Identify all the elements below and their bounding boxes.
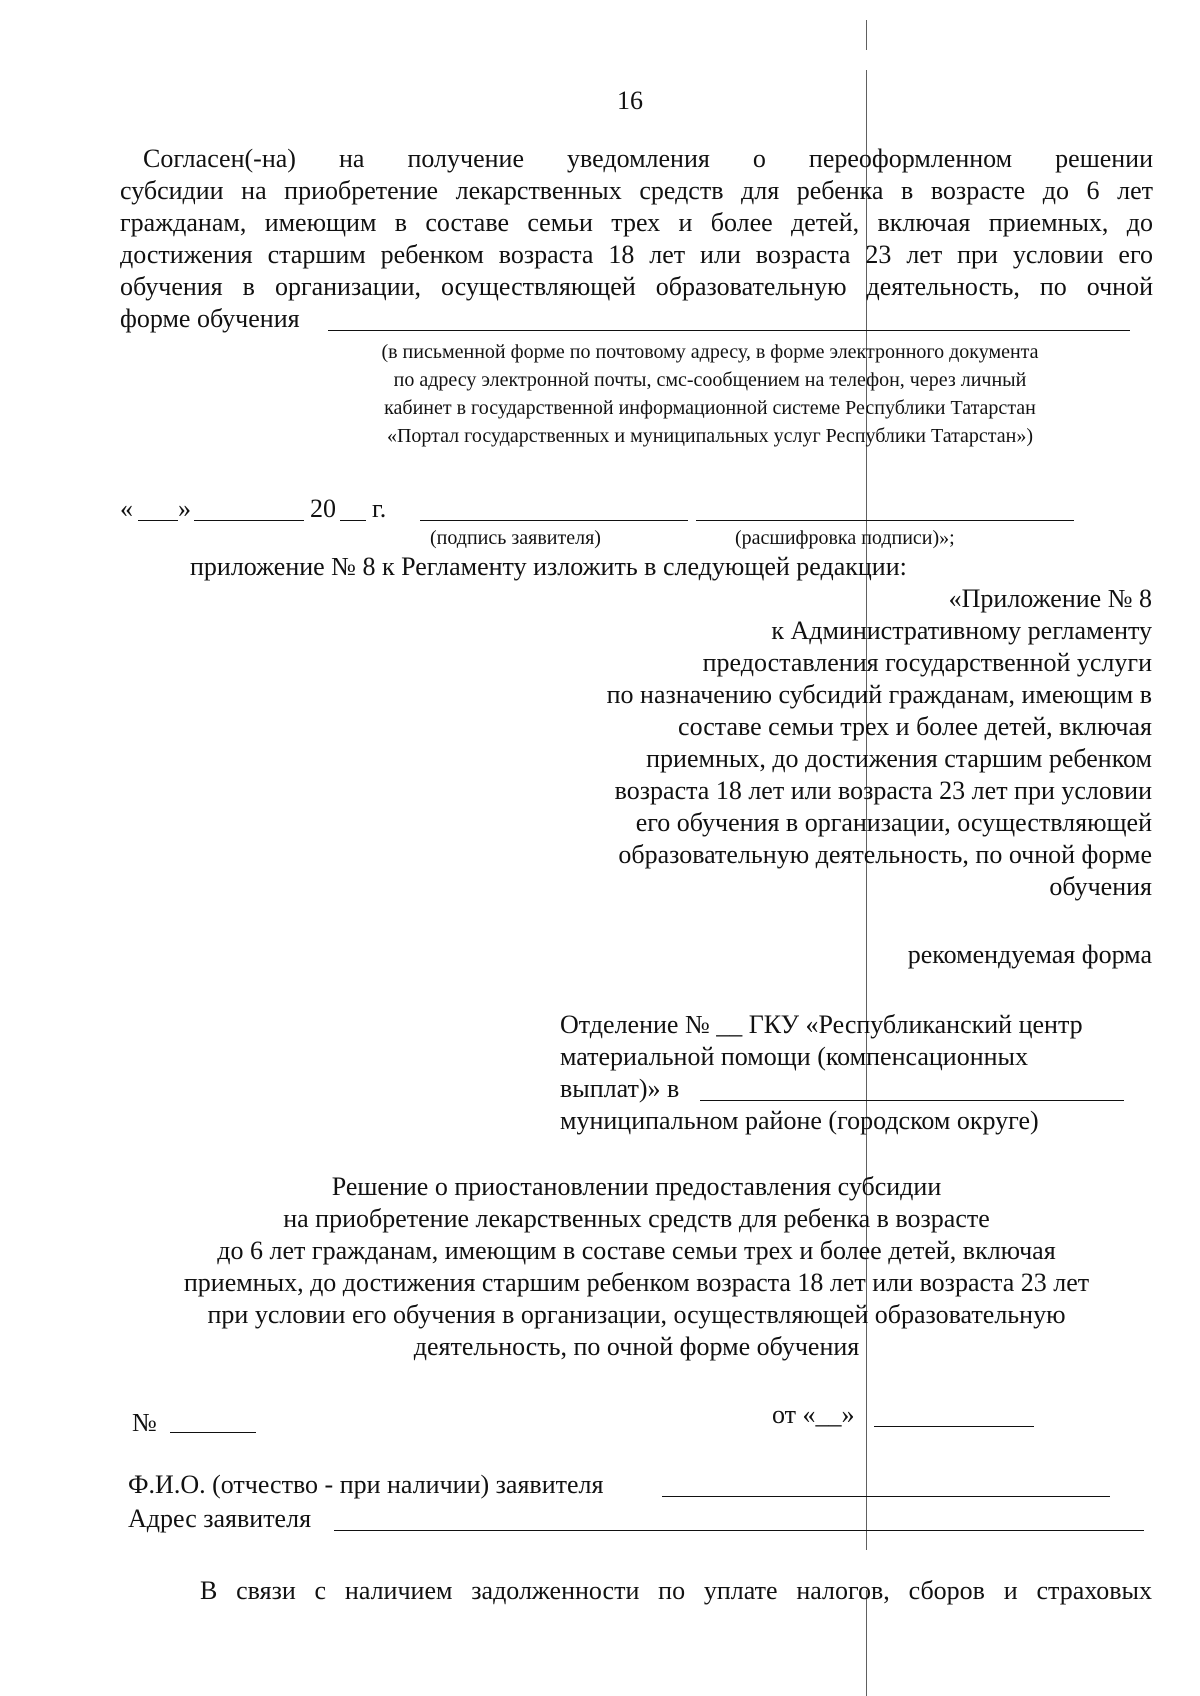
decision-date-label: от «__» (772, 1400, 855, 1429)
decision-date-blank[interactable] (874, 1426, 1034, 1427)
decision-title-line: до 6 лет гражданам, имеющим в составе семьи трех и более детей, включая (217, 1236, 1056, 1265)
consent-line: достижения старшим ребенком возраста 18 лет или возраста 23 лет при условии его (120, 240, 1153, 269)
signature-decode-hint: (расшифровка подписи)»; (735, 527, 955, 549)
decision-title-line: на приобретение лекарственных средств для ребенка в возрасте (283, 1204, 990, 1233)
appendix-header-line: к Административному регламенту (771, 616, 1152, 645)
consent-line: гражданам, имеющим в составе семьи трех и более детей, включая приемных, до (120, 208, 1153, 237)
consent-hint: по адресу электронной почты, смс-сообщением на телефон, через личный (393, 369, 1027, 391)
signature-decode-blank[interactable] (696, 520, 1074, 521)
consent-line: субсидии на приобретение лекарственных средств для ребенка в возрасте до 6 лет (120, 176, 1153, 205)
municipality-blank[interactable] (700, 1100, 1124, 1101)
appendix-header-line: возраста 18 лет или возраста 23 лет при условии (614, 776, 1152, 805)
appendix-header-line: обучения (1049, 872, 1152, 901)
appendix-header-line: его обучения в организации, осуществляющей (635, 808, 1152, 837)
applicant-address-blank[interactable] (334, 1530, 1144, 1531)
decision-title-line: деятельность, по очной форме обучения (413, 1332, 860, 1361)
decision-body-paragraph: В связи с наличием задолженности по уплате налогов, сборов и страховых (200, 1576, 1152, 1605)
applicant-name-blank[interactable] (662, 1496, 1110, 1497)
decision-number-label: № (132, 1408, 157, 1437)
decision-title-line: при условии его обучения в организации, осуществляющей образовательную (207, 1300, 1066, 1329)
date-close-quote: » (178, 494, 191, 523)
appendix-header-line: по назначению субсидий гражданам, имеющим в (606, 680, 1152, 709)
consent-hint: (в письменной форме по почтовому адресу, в форме электронного документа (381, 341, 1039, 363)
addressee-line: материальной помощи (компенсационных (560, 1042, 1029, 1071)
consent-method-blank[interactable] (328, 330, 1130, 331)
consent-hint: «Портал государственных и муниципальных услуг Республики Татарстан») (386, 425, 1034, 447)
date-open-quote: « (120, 494, 133, 523)
addressee-line: Отделение № __ ГКУ «Республиканский центр (560, 1010, 1083, 1039)
consent-hint: кабинет в государственной информационной системе Республики Татарстан (384, 397, 1036, 419)
decision-number-blank[interactable] (170, 1432, 256, 1433)
date-month-blank[interactable] (194, 520, 304, 521)
scan-fold-line (866, 20, 867, 50)
signature-blank[interactable] (420, 520, 688, 521)
consent-form-label: форме обучения (120, 304, 300, 333)
date-year-blank[interactable] (340, 520, 366, 521)
addressee-line: муниципальном районе (городском округе) (560, 1106, 1039, 1135)
date-year: 20 (310, 494, 336, 523)
appendix-header-line: образовательную деятельность, по очной форме (618, 840, 1152, 869)
decision-title-line: Решение о приостановлении предоставления субсидии (331, 1172, 942, 1201)
appendix-intro: приложение № 8 к Регламенту изложить в следующей редакции: (190, 552, 907, 581)
appendix-header-line: предоставления государственной услуги (702, 648, 1152, 677)
consent-line: обучения в организации, осуществляющей образовательную деятельность, по очной (120, 272, 1153, 301)
appendix-header-line: «Приложение № 8 (948, 584, 1152, 613)
appendix-header-line: составе семьи трех и более детей, включая (678, 712, 1152, 741)
signature-hint: (подпись заявителя) (430, 527, 601, 549)
recommended-form-label: рекомендуемая форма (907, 940, 1152, 969)
applicant-address-label: Адрес заявителя (128, 1504, 312, 1533)
page-number: 16 (617, 86, 643, 115)
date-year-suffix: г. (372, 494, 387, 523)
date-day-blank[interactable] (138, 520, 178, 521)
decision-title-line: приемных, до достижения старшим ребенком возраста 18 лет или возраста 23 лет (183, 1268, 1090, 1297)
appendix-header-line: приемных, до достижения старшим ребенком (646, 744, 1152, 773)
applicant-name-label: Ф.И.О. (отчество - при наличии) заявителя (128, 1470, 604, 1499)
consent-line: Согласен(-на) на получение уведомления о переоформленном решении (143, 144, 1153, 173)
addressee-line: выплат)» в (560, 1074, 680, 1103)
